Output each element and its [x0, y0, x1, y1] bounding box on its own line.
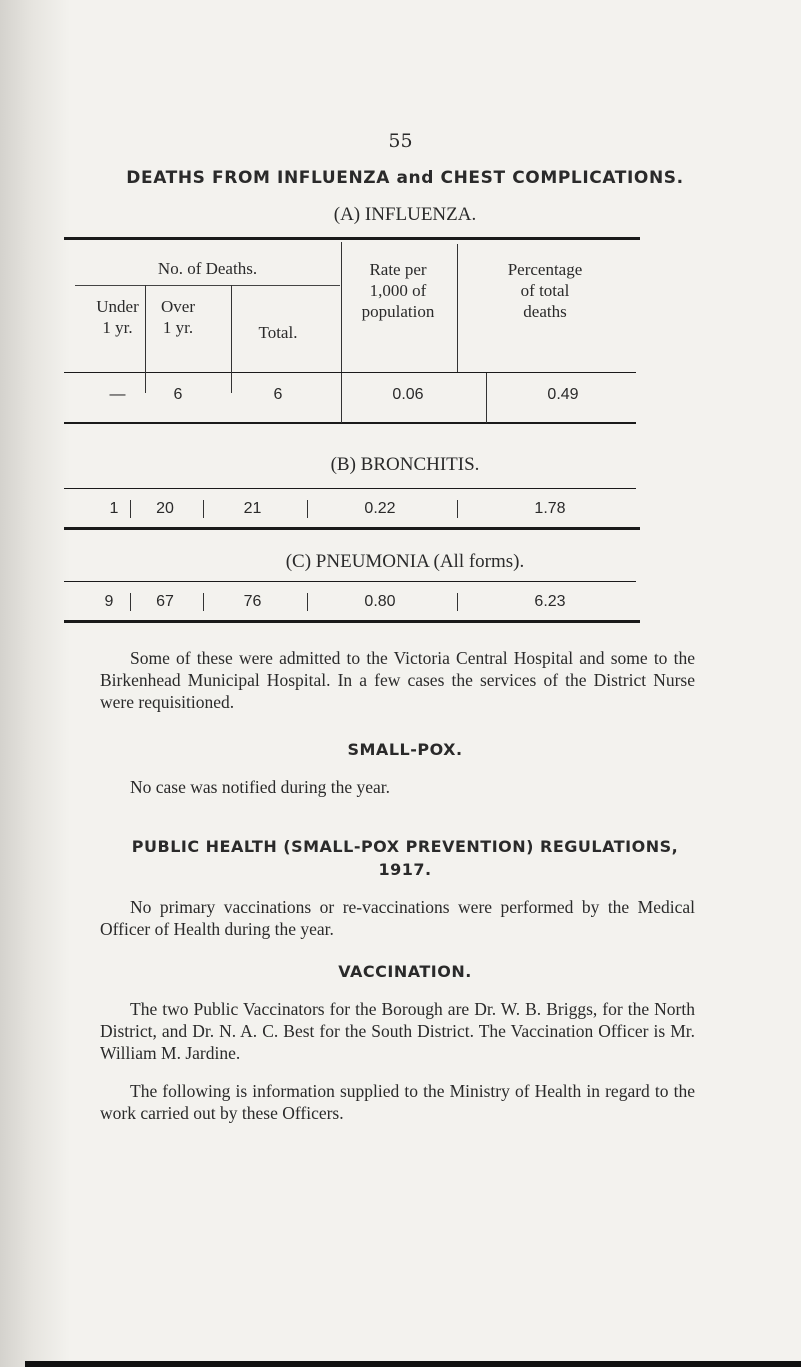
col-divider	[457, 593, 458, 611]
pneumonia-rate: 0.80	[364, 593, 396, 610]
bronchitis-total: 21	[243, 500, 262, 517]
header-total: Total.	[258, 323, 298, 342]
col-divider	[145, 373, 146, 393]
smallpox-heading: SMALL-POX.	[347, 740, 463, 759]
pneumonia-over: 67	[156, 593, 174, 610]
vaccination-paragraph-2: The following is information supplied to the Ministry of Health in regard to the work carried out by these Officers.	[100, 1081, 695, 1123]
bronchitis-percentage: 1.78	[534, 500, 566, 517]
pneumonia-percentage: 6.23	[534, 593, 566, 610]
pneumonia-total: 76	[243, 593, 262, 610]
influenza-percentage: 0.49	[547, 386, 579, 403]
page-edge-shadow	[0, 0, 70, 1367]
influenza-rate: 0.06	[392, 386, 424, 403]
col-divider	[231, 285, 232, 373]
col-divider	[457, 244, 458, 372]
header-no-of-deaths: No. of Deaths.	[157, 259, 258, 278]
vaccination-heading: VACCINATION.	[338, 962, 472, 981]
col-divider	[203, 500, 204, 518]
col-divider	[307, 593, 308, 611]
col-divider	[231, 373, 232, 393]
bronchitis-rate: 0.22	[364, 500, 396, 517]
row-top-rule	[64, 488, 636, 489]
col-divider	[145, 285, 146, 373]
bronchitis-title: (B) BRONCHITIS.	[330, 454, 480, 475]
row-bottom-rule	[64, 620, 640, 623]
influenza-over: 6	[173, 386, 183, 403]
col-divider	[130, 500, 131, 518]
row-top-rule	[64, 581, 636, 582]
col-divider	[457, 500, 458, 518]
row-bottom-rule	[64, 527, 640, 530]
header-percentage-line3: deaths	[523, 302, 567, 321]
col-divider	[486, 373, 487, 423]
influenza-under: —	[109, 386, 126, 403]
table-top-rule	[64, 237, 640, 240]
regulations-heading-line1: PUBLIC HEALTH (SMALL-POX PREVENTION) REGULATIONS,	[131, 837, 679, 856]
table-bottom-rule	[64, 422, 636, 424]
influenza-title: (A) INFLUENZA.	[333, 204, 477, 225]
header-percentage-line1: Percentage	[507, 260, 583, 279]
header-rate-line3: population	[361, 302, 435, 321]
vaccination-paragraph-1: The two Public Vaccinators for the Borough are Dr. W. B. Briggs, for the North District, and Dr. N. A. C. Best for the South District. The Vaccination Officer is Mr. William M. Jardine.	[100, 999, 695, 1063]
header-bottom-rule	[64, 372, 636, 373]
header-rate-line1: Rate per	[369, 260, 427, 279]
page-number: 55	[388, 130, 413, 152]
influenza-total: 6	[273, 386, 283, 403]
bronchitis-over: 20	[156, 500, 174, 517]
deaths-subheader-rule	[75, 285, 340, 286]
main-title: DEATHS FROM INFLUENZA and CHEST COMPLICATIONS.	[126, 168, 684, 188]
col-divider	[130, 593, 131, 611]
header-under-age: 1 yr.	[102, 318, 133, 337]
regulations-heading-line2: 1917.	[378, 860, 432, 879]
header-rate-line2: 1,000 of	[369, 281, 427, 300]
scan-bottom-edge	[25, 1361, 801, 1367]
smallpox-text: No case was notified during the year.	[130, 777, 390, 797]
header-percentage-line2: of total	[520, 281, 570, 300]
col-divider	[341, 242, 342, 372]
pneumonia-title: (C) PNEUMONIA (All forms).	[285, 551, 525, 572]
hospital-paragraph: Some of these were admitted to the Victoria Central Hospital and some to the Birkenhead Municipal Hospital. In a few cases the services of the District Nurse were requisitioned.	[100, 648, 695, 712]
col-divider	[307, 500, 308, 518]
col-divider	[203, 593, 204, 611]
regulations-text: No primary vaccinations or re-vaccinations were performed by the Medical Officer of Health during the year.	[100, 897, 695, 939]
header-over: Over	[161, 297, 195, 316]
bronchitis-under: 1	[109, 500, 119, 517]
header-under: Under	[96, 297, 139, 316]
col-divider	[341, 373, 342, 423]
pneumonia-under: 9	[104, 593, 114, 610]
header-over-age: 1 yr.	[162, 318, 194, 337]
